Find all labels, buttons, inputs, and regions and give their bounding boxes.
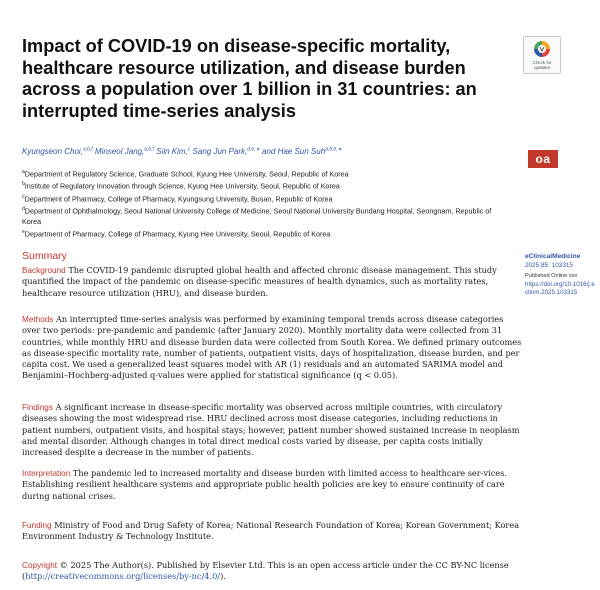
author[interactable]: Kyungseon Choi,$^{a,b,f}$ (22, 146, 93, 156)
journal-name: eClinicalMedicine (525, 253, 581, 260)
copyright-text: © 2025 The Author(s). Published by Elsevier Ltd. This is an open access article under the CC BY-NC license ( (22, 560, 509, 582)
author[interactable]: Siin Kim,$^c$ (156, 146, 191, 156)
article-title: Impact of COVID-19 on disease-specific mortality, healthcare resource utilization, and disease burden across a population over 1 billion in 31 countries: an interrupted time-series analysis (22, 36, 477, 121)
section-label: Background (22, 266, 66, 275)
affiliation: $^a$Department of Regulatory Science, Graduate School, Kyung Hee University, Seoul, Republic of Korea (22, 169, 349, 179)
section-text: An interrupted time-series analysis was performed by examining temporal trends across disease categories over two periods: pre-pandemic and pandemic (after January 2020). Monthly mortality data were collected from 31 countries, while monthly HRU and disease burden data were collected from South Korea. We defined primary outcomes as disease-specific mortality rate, number of patients, outpatient visits, days of hospitalization, disease burden, and per capita cost. We used a generalized least squares model with AR (1) residuals and an automated SARIMA model and Benjamini–Hochberg-adjusted q-values were applied for statistical significance (q < 0.05). (22, 314, 522, 381)
check-for-updates-label: Check for updates (532, 60, 552, 70)
journal-volume: 2025;85: 103315 (525, 261, 573, 269)
author[interactable]: and Hae Sun Suh$^{a,b,e,∗}$ (262, 146, 342, 156)
check-for-updates-badge[interactable] (523, 36, 561, 74)
section-text: A significant increase in disease-specific mortality was observed across multiple countries, with circulatory diseases showing the most widespread rise. HRU declined across most disease categories, including reductions in patient numbers, outpatient visits, and hospital stays; however, patient number showed sustained increase in neoplasm and mental disorder. Although changes in total direct medical costs varied by disease, per capita costs initially increased despite a decrease in the number of patients. (22, 402, 520, 458)
section-label: Methods (22, 315, 54, 324)
author-list (22, 146, 442, 156)
license-link[interactable]: http://creativecommons.org/licenses/by-nc/4.0/ (25, 571, 221, 582)
affiliation: $^e$Department of Pharmacy, College of Pharmacy, Kyung Hee University, Seoul, Republic of Korea (22, 228, 331, 238)
affiliation: $^b$Institute of Regulatory Innovation through Science, Kyung Hee University, Seoul, Republic of Korea (22, 181, 340, 191)
section-label: Copyright (22, 561, 58, 570)
abstract-findings (22, 402, 522, 458)
doi-link[interactable]: https://doi.org/10.1016/j.eclinm.2025.103315 (525, 280, 595, 297)
published-online: Published Online xxx (525, 273, 578, 280)
section-label: Funding (22, 521, 52, 530)
copyright-notice (22, 560, 522, 583)
section-text: The COVID-19 pandemic disrupted global health and affected chronic disease management. This study quantified the impact of the pandemic on disease-specific measures of health dynamics, such as mortality rates, healthcare resource utilization (HRU), and disease burden. (22, 265, 497, 298)
section-text: The pandemic led to increased mortality and disease burden with limited access to healthcare ser-vices. Establishing resilient healthcare systems and appropriate public health policies are key to ensure continuity of care during national crises. (22, 468, 507, 501)
abstract-funding (22, 520, 522, 543)
author[interactable]: Minseol Jang,$^{a,b,f}$ (94, 146, 154, 156)
journal-info-sidebar (525, 253, 595, 298)
summary-heading: Summary (22, 250, 67, 262)
copyright-tail: ). (220, 571, 226, 582)
affiliations (22, 167, 512, 239)
section-label: Interpretation (22, 469, 71, 478)
section-label: Findings (22, 403, 53, 412)
affiliation: $^d$Department of Ophthalmology, Seoul National University College of Medicine, Seoul National University Bundang Hospital, Seongnam, Republic of Korea (22, 206, 492, 226)
affiliation: $^c$Department of Pharmacy, College of Pharmacy, Kyungsung University, Busan, Republic of Korea (22, 193, 333, 204)
abstract-interpretation (22, 468, 522, 502)
author[interactable]: Sang Jun Park,$^{d,e,∗}$ (192, 146, 260, 156)
check-for-updates-icon (533, 40, 551, 60)
abstract-background (22, 265, 522, 299)
section-text: Ministry of Food and Drug Safety of Korea; National Research Foundation of Korea; Korean Government; Korea Environment Industry & Technology Institute. (22, 520, 520, 542)
open-access-badge: oa (528, 150, 558, 168)
abstract-methods (22, 314, 522, 382)
